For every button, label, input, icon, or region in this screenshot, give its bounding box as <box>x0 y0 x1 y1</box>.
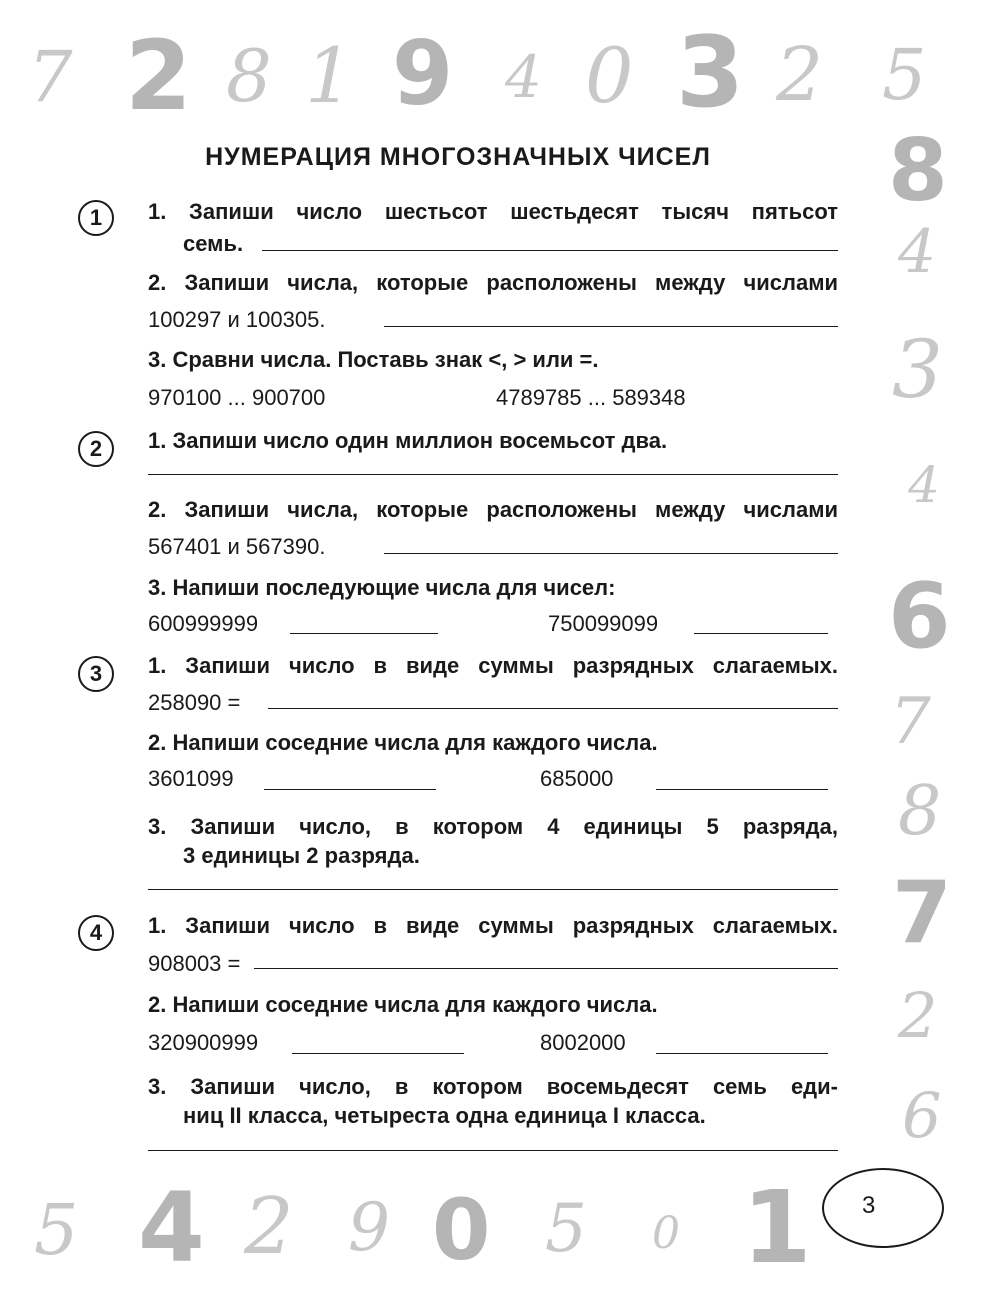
task-text: семь. <box>183 231 244 256</box>
decor-digit: 9 <box>392 22 454 125</box>
page-title: НУМЕРАЦИЯ МНОГОЗНАЧНЫХ ЧИСЕЛ <box>205 143 711 171</box>
decor-digit: 4 <box>505 43 542 111</box>
answer-line[interactable] <box>262 250 838 251</box>
decor-digit: 2 <box>776 32 824 118</box>
variant-number: 4 <box>78 915 114 951</box>
task-text: 2. Запиши числа, которые расположены между числами <box>148 497 838 522</box>
decor-digit: 5 <box>34 1189 79 1271</box>
task-text: 1. Запиши число шестьсот шестьдесят тысяч пятьсот <box>148 199 838 224</box>
task-number-left: 320900999 <box>148 1030 259 1055</box>
answer-line[interactable] <box>148 474 838 475</box>
decor-digit: 5 <box>882 34 927 116</box>
task-numbers: 567401 и 567390. <box>148 534 326 559</box>
decor-digit: 2 <box>125 20 192 132</box>
decor-digit: 3 <box>892 323 943 416</box>
decor-digit: 1 <box>305 31 354 120</box>
task-text: 3. Запиши число, в котором 4 единицы 5 разряда, <box>148 814 838 839</box>
answer-line[interactable] <box>656 1053 828 1054</box>
answer-line[interactable] <box>656 789 828 790</box>
task-text: 1. Запиши число в виде суммы разрядных слагаемых. <box>148 913 838 938</box>
task-text: 3. Напиши последующие числа для чисел: <box>148 575 616 600</box>
decor-digit: 4 <box>138 1172 205 1284</box>
answer-line[interactable] <box>290 633 438 634</box>
task-number-right: 685000 <box>540 766 614 791</box>
task-text: 3. Сравни числа. Поставь знак <, > или =. <box>148 347 599 372</box>
answer-line[interactable] <box>264 789 436 790</box>
answer-line[interactable] <box>268 708 838 709</box>
decor-digit: 2 <box>898 979 938 1052</box>
task-text: 2. Запиши числа, которые расположены между числами <box>148 270 838 295</box>
task-number-right: 8002000 <box>540 1030 626 1055</box>
decor-digit: 7 <box>28 36 73 118</box>
decor-digit: 0 <box>432 1181 491 1279</box>
page-number-oval <box>822 1168 944 1248</box>
task-text: 1. Запиши число в виде суммы разрядных слагаемых. <box>148 653 838 678</box>
page-number: 3 <box>862 1192 876 1219</box>
task-text: 3 единицы 2 разряда. <box>183 843 420 868</box>
decor-digit: 7 <box>892 863 952 963</box>
task-numbers: 908003 = <box>148 951 241 976</box>
decor-digit: 6 <box>902 1079 942 1152</box>
decor-digit: 0 <box>585 31 634 120</box>
answer-line[interactable] <box>694 633 828 634</box>
decor-digit: 0 <box>652 1208 680 1259</box>
task-numbers: 100297 и 100305. <box>148 307 326 332</box>
compare-right: 4789785 ... 589348 <box>496 385 686 410</box>
task-number-left: 600999999 <box>148 611 259 636</box>
variant-number: 2 <box>78 431 114 467</box>
task-numbers: 258090 = <box>148 690 241 715</box>
decor-digit: 8 <box>898 772 942 851</box>
decor-digit: 9 <box>348 1189 390 1266</box>
task-text: 1. Запиши число один миллион восемьсот два. <box>148 428 668 453</box>
decor-digit: 3 <box>676 16 745 130</box>
task-text: 2. Напиши соседние числа для каждого числа. <box>148 992 658 1017</box>
task-text: 3. Запиши число, в котором восемьдесят семь еди- <box>148 1074 838 1099</box>
task-text: ниц II класса, четыреста одна единица I класса. <box>183 1103 706 1128</box>
answer-line[interactable] <box>148 889 838 890</box>
decor-digit: 4 <box>908 456 940 514</box>
decor-digit: 8 <box>226 34 272 118</box>
variant-number: 1 <box>78 200 114 236</box>
answer-line[interactable] <box>384 326 838 327</box>
decor-digit: 2 <box>244 1182 294 1272</box>
task-number-left: 3601099 <box>148 766 234 791</box>
decor-digit: 5 <box>545 1190 587 1267</box>
decor-digit: 7 <box>890 685 931 759</box>
decor-digit: 4 <box>898 217 937 287</box>
answer-line[interactable] <box>384 553 838 554</box>
task-text: 2. Напиши соседние числа для каждого числа. <box>148 730 658 755</box>
compare-left: 970100 ... 900700 <box>148 385 326 410</box>
answer-line[interactable] <box>148 1150 838 1151</box>
decor-digit: 8 <box>888 121 948 221</box>
variant-number: 3 <box>78 656 114 692</box>
task-number-right: 750099099 <box>548 611 659 636</box>
answer-line[interactable] <box>292 1053 464 1054</box>
decor-digit: 6 <box>888 564 951 669</box>
answer-line[interactable] <box>254 968 838 969</box>
decor-digit: 1 <box>742 1169 812 1286</box>
